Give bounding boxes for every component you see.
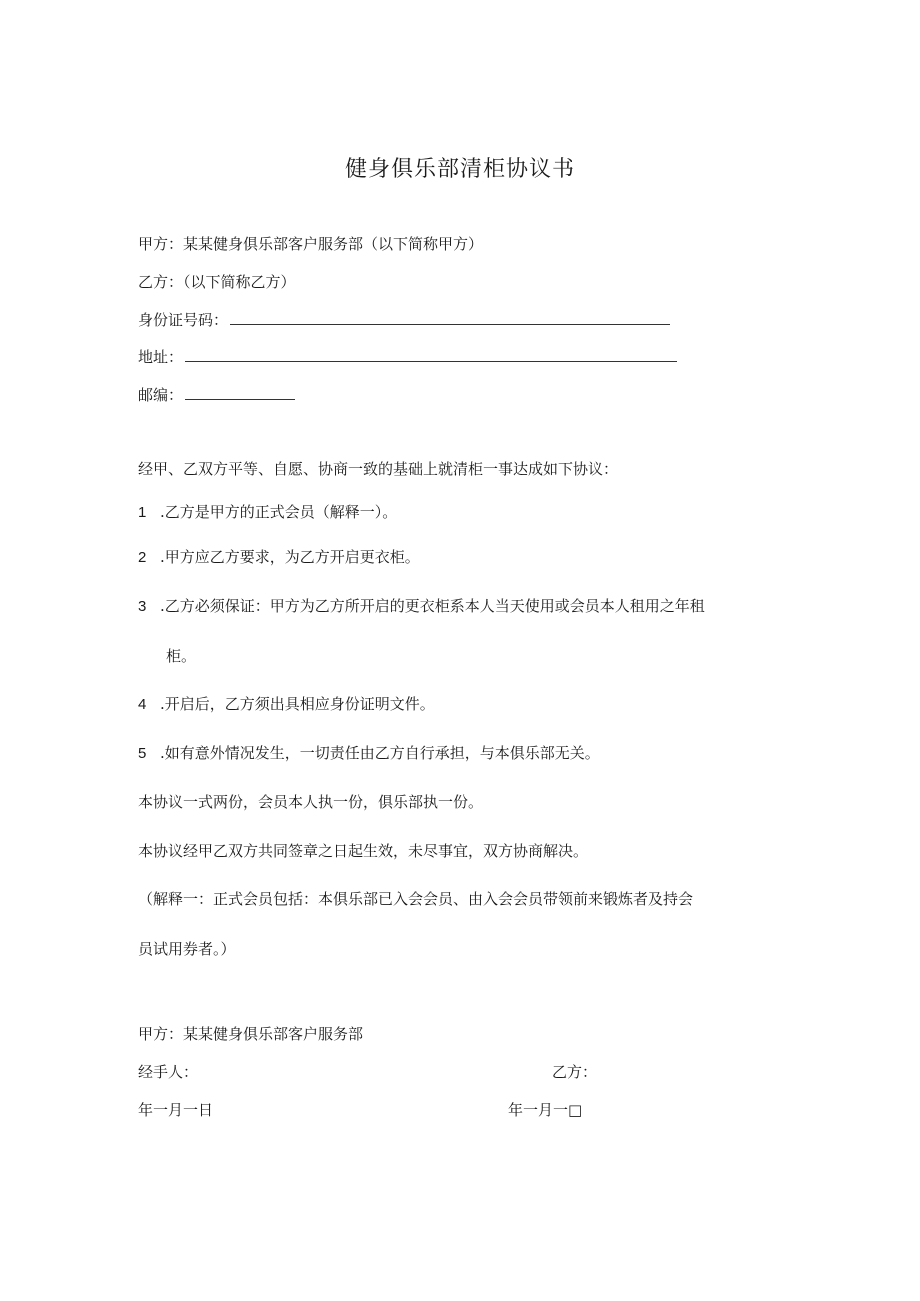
- postcode-row: [138, 384, 295, 406]
- clause-3: [138, 595, 705, 618]
- clause-4: [138, 693, 435, 716]
- postcode-label: 邮编：: [138, 386, 184, 404]
- id-number-blank: [230, 310, 670, 325]
- clause-text: .开启后，乙方须出具相应身份证明文件。: [160, 695, 435, 713]
- clause-number: 5: [138, 745, 147, 762]
- date-left: 年一月一日: [138, 1101, 214, 1119]
- note-line-1: （解释一：正式会员包括：本俱乐部已入会会员、由入会会员带领前来锻炼者及持会: [138, 890, 694, 908]
- effective-paragraph: 本协议经甲乙双方共同签章之日起生效，未尽事宜，双方协商解决。: [138, 842, 589, 860]
- postcode-blank: [185, 385, 295, 400]
- address-blank: [185, 347, 677, 362]
- clause-text: .乙方必须保证：甲方为乙方所开启的更衣柜系本人当天使用或会员本人租用之年租: [160, 597, 705, 615]
- clause-2: [138, 546, 420, 569]
- intro-paragraph: 经甲、乙双方平等、自愿、协商一致的基础上就清柜一事达成如下协议：: [138, 460, 619, 478]
- signature-party-a: 甲方：某某健身俱乐部客户服务部: [138, 1025, 364, 1043]
- clause-text: .甲方应乙方要求，为乙方开启更衣柜。: [160, 548, 420, 566]
- id-number-label: 身份证号码：: [138, 311, 229, 329]
- clause-number: 4: [138, 696, 147, 713]
- address-label: 地址：: [138, 348, 184, 366]
- clause-number: 1: [138, 504, 147, 521]
- copies-paragraph: 本协议一式两份，会员本人执一份，俱乐部执一份。: [138, 793, 484, 811]
- clause-text: .乙方是甲方的正式会员（解释一）。: [160, 503, 398, 521]
- note-line-2: 员试用券者。）: [138, 940, 236, 958]
- clause-number: 2: [138, 549, 147, 566]
- clause-5: [138, 742, 600, 765]
- clause-3-continuation: 柜。: [166, 647, 197, 665]
- id-number-row: [138, 309, 670, 331]
- clause-number: 3: [138, 598, 147, 615]
- handler-label: 经手人：: [138, 1063, 199, 1081]
- clause-text: .如有意外情况发生，一切责任由乙方自行承担，与本俱乐部无关。: [160, 744, 600, 762]
- party-a-line: 甲方：某某健身俱乐部客户服务部（以下简称甲方）: [138, 235, 484, 253]
- party-b-line: 乙方：（以下简称乙方）: [138, 273, 296, 291]
- signature-party-b-label: 乙方：: [552, 1063, 598, 1081]
- document-title: 健身俱乐部清柜协议书: [344, 157, 575, 182]
- clause-1: [138, 501, 397, 524]
- address-row: [138, 346, 677, 368]
- date-right: 年一月一□: [508, 1101, 583, 1119]
